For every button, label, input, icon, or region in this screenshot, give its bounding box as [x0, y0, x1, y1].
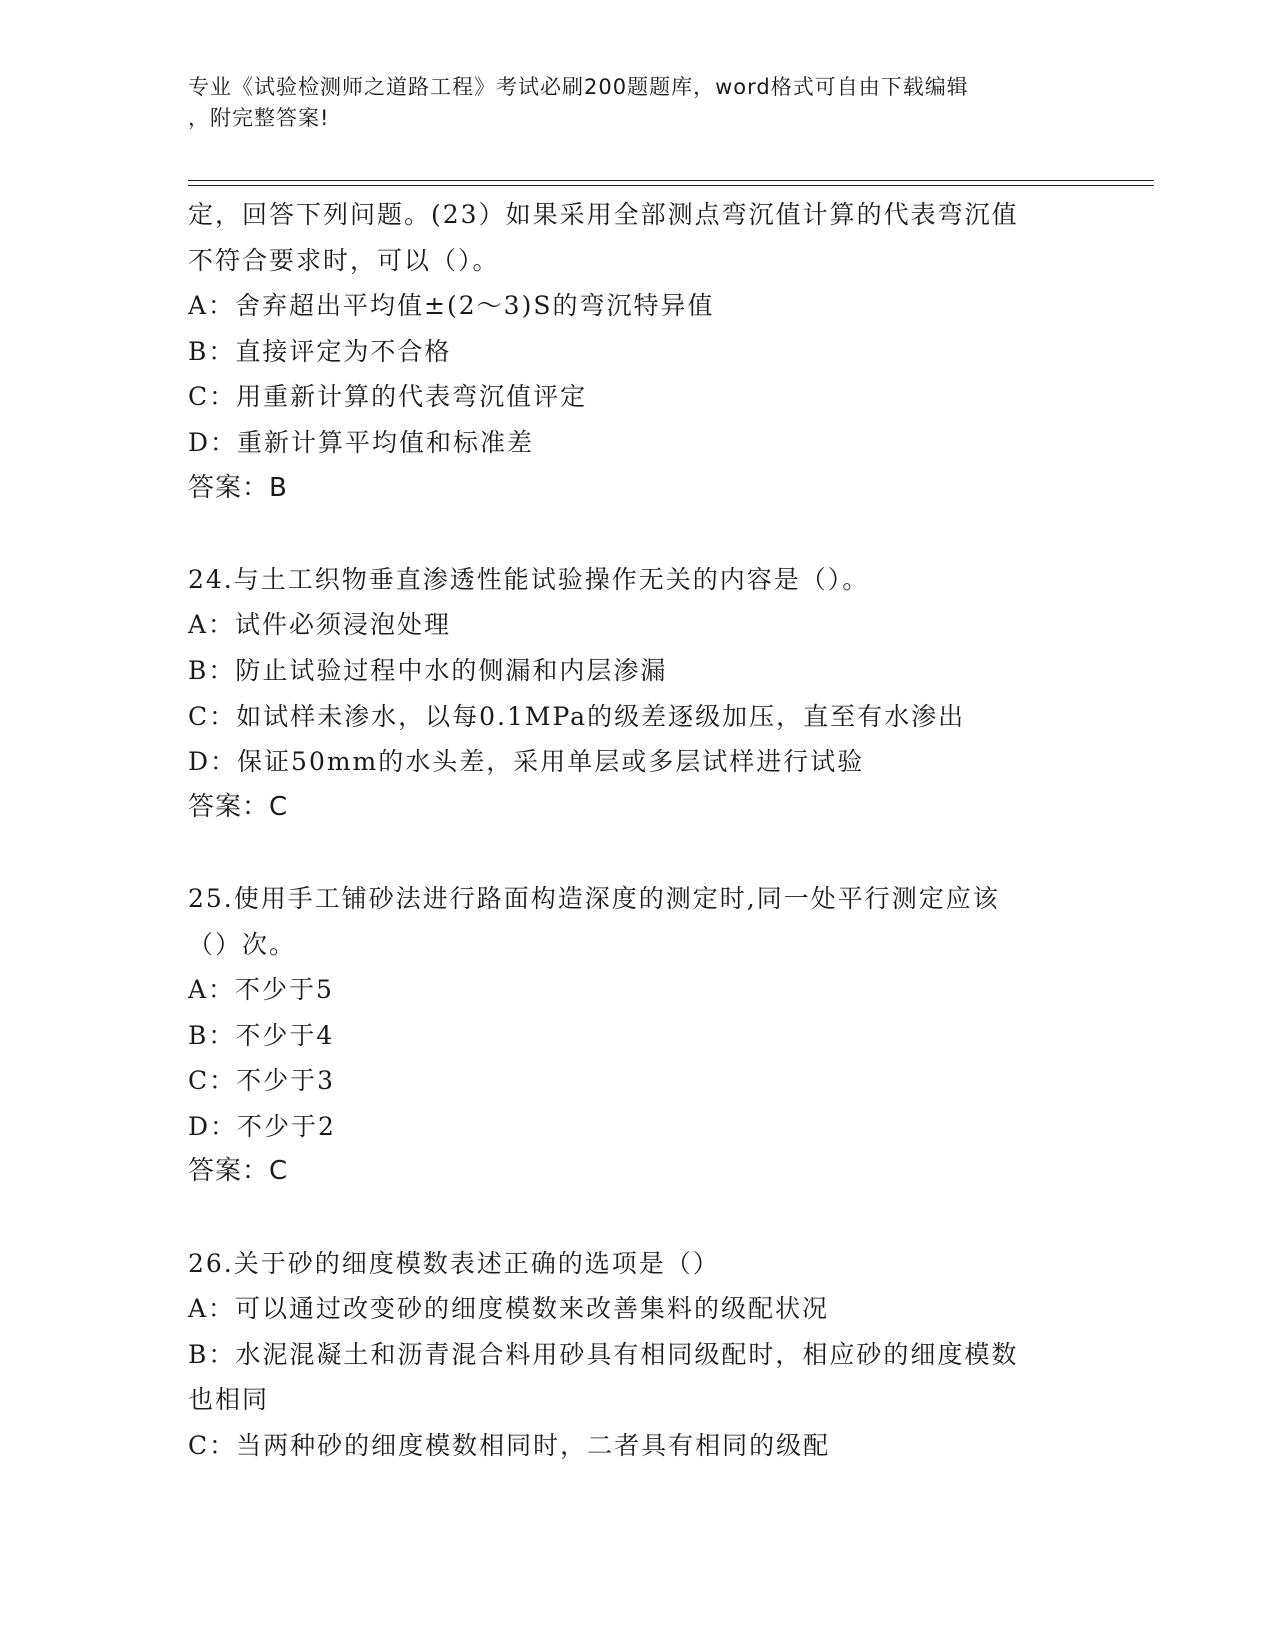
- option-b-continued: 也相同: [188, 1385, 270, 1415]
- question-text: （）次。: [188, 929, 297, 959]
- question-25: [188, 876, 1088, 1195]
- header-title-line-2: ，附完整答案!: [188, 106, 330, 130]
- answer: 答案：C: [188, 1156, 289, 1187]
- option-c: C：用重新计算的代表弯沉值评定: [188, 382, 588, 412]
- question-text: 24.与土工织物垂直渗透性能试验操作无关的内容是（）。: [188, 564, 870, 594]
- option-b: B：水泥混凝土和沥青混合料用砂具有相同级配时，相应砂的细度模数: [188, 1339, 1019, 1369]
- question-text: 25.使用手工铺砂法进行路面构造深度的测定时,同一处平行测定应该: [188, 883, 1000, 913]
- option-c: C：如试样未渗水，以每0.1MPa的级差逐级加压，直至有水渗出: [188, 701, 966, 731]
- answer: 答案：B: [188, 472, 288, 503]
- question-text: 定，回答下列问题。(23）如果采用全部测点弯沉值计算的代表弯沉值: [188, 200, 1019, 229]
- option-b: B：防止试验过程中水的侧漏和内层渗漏: [188, 655, 668, 685]
- option-a: A：不少于5: [188, 975, 334, 1005]
- option-a: A：可以通过改变砂的细度模数来改善集料的级配状况: [188, 1294, 830, 1324]
- option-a: A：试件必须浸泡处理: [188, 610, 452, 640]
- question-text: 不符合要求时，可以（）。: [188, 245, 500, 275]
- question-26: [188, 1241, 1088, 1469]
- option-a: A：舍弃超出平均值±(2～3)S的弯沉特异值: [188, 291, 715, 321]
- header-title-line-1: 专业《试验检测师之道路工程》考试必刷200题题库，word格式可自由下载编辑: [188, 75, 969, 99]
- option-b: B：不少于4: [188, 1020, 335, 1050]
- option-c: C：当两种砂的细度模数相同时，二者具有相同的级配: [188, 1431, 831, 1461]
- question-24: [188, 557, 1088, 831]
- option-d: D：重新计算平均值和标准差: [188, 427, 535, 457]
- question-23-continued: [188, 192, 1088, 511]
- document-body: [188, 192, 1088, 1469]
- answer: 答案：C: [188, 791, 289, 822]
- option-c: C：不少于3: [188, 1066, 336, 1096]
- option-b: B：直接评定为不合格: [188, 336, 452, 366]
- page-header: [188, 72, 1068, 134]
- option-d: D：保证50mm的水头差，采用单层或多层试样进行试验: [188, 747, 865, 777]
- header-divider: [188, 180, 1154, 186]
- option-d: D：不少于2: [188, 1111, 336, 1141]
- question-text: 26.关于砂的细度模数表述正确的选项是（）: [188, 1248, 720, 1278]
